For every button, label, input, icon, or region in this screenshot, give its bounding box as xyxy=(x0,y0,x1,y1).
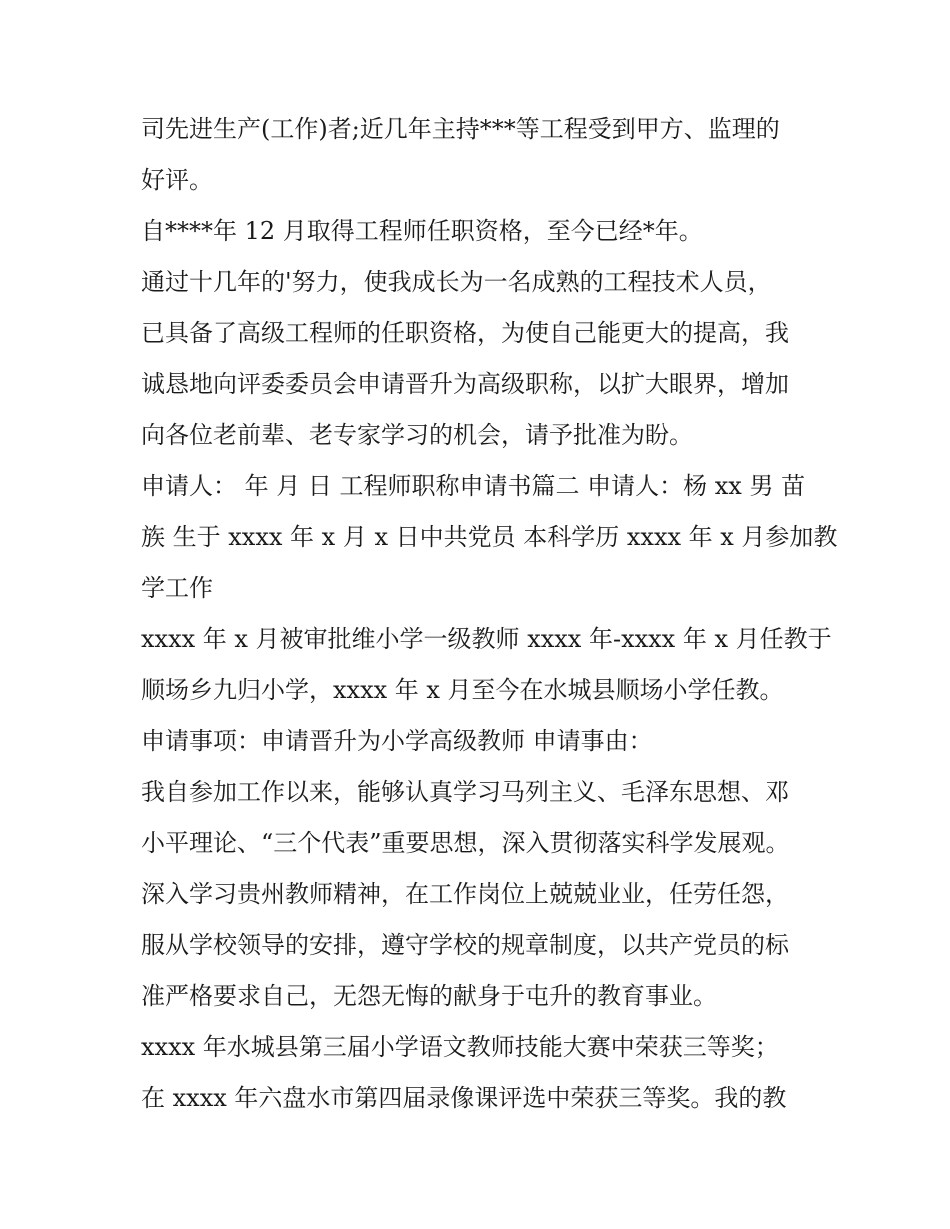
text-line: 申请事项：申请晋升为小学高级教师 申请事由： xyxy=(141,727,653,755)
text-line: 深入学习贵州教师精神，在工作岗位上兢兢业业，任劳任怨， xyxy=(141,880,789,908)
text-line: 诚恳地向评委委员会申请晋升为高级职称，以扩大眼界，增加 xyxy=(141,370,789,398)
text-line: 我自参加工作以来，能够认真学习马列主义、毛泽东思想、邓 xyxy=(141,778,789,806)
text-line: xxxx 年 x 月被审批维小学一级教师 xxxx 年-xxxx 年 x 月任教于 xyxy=(141,625,832,653)
text-line: 已具备了高级工程师的任职资格，为使自己能更大的提高，我 xyxy=(141,319,789,347)
document-body xyxy=(141,104,838,1124)
text-line: 司先进生产(工作)者;近几年主持***等工程受到甲方、监理的 xyxy=(141,115,780,143)
text-line: 小平理论、“三个代表”重要思想，深入贯彻落实科学发展观。 xyxy=(141,829,790,857)
text-line: 向各位老前辈、老专家学习的机会，请予批准为盼。 xyxy=(141,421,693,449)
text-line: 在 xxxx 年六盘水市第四届录像课评选中荣获三等奖。我的教 xyxy=(141,1084,787,1112)
text-line: 学工作 xyxy=(141,574,213,602)
text-line: 准严格要求自己，无怨无悔的献身于屯升的教育事业。 xyxy=(141,982,717,1010)
text-line: 服从学校领导的安排，遵守学校的规章制度，以共产党员的标 xyxy=(141,931,789,959)
text-line: 顺场乡九归小学，xxxx 年 x 月至今在水城县顺场小学任教。 xyxy=(141,676,784,704)
text-line: 族 生于 xxxx 年 x 月 x 日中共党员 本科学历 xxxx 年 x 月参加教 xyxy=(141,523,838,551)
text-line: 自****年 12 月取得工程师任职资格，至今已经*年。 xyxy=(141,217,703,245)
text-line: 通过十几年的'努力，使我成长为一名成熟的工程技术人员， xyxy=(141,268,772,296)
text-line: xxxx 年水城县第三届小学语文教师技能大赛中荣获三等奖； xyxy=(141,1033,779,1061)
text-line: 好评。 xyxy=(141,166,213,194)
text-line: 申请人： 年 月 日 工程师职称申请书篇二 申请人：杨 xx 男 苗 xyxy=(141,472,806,500)
